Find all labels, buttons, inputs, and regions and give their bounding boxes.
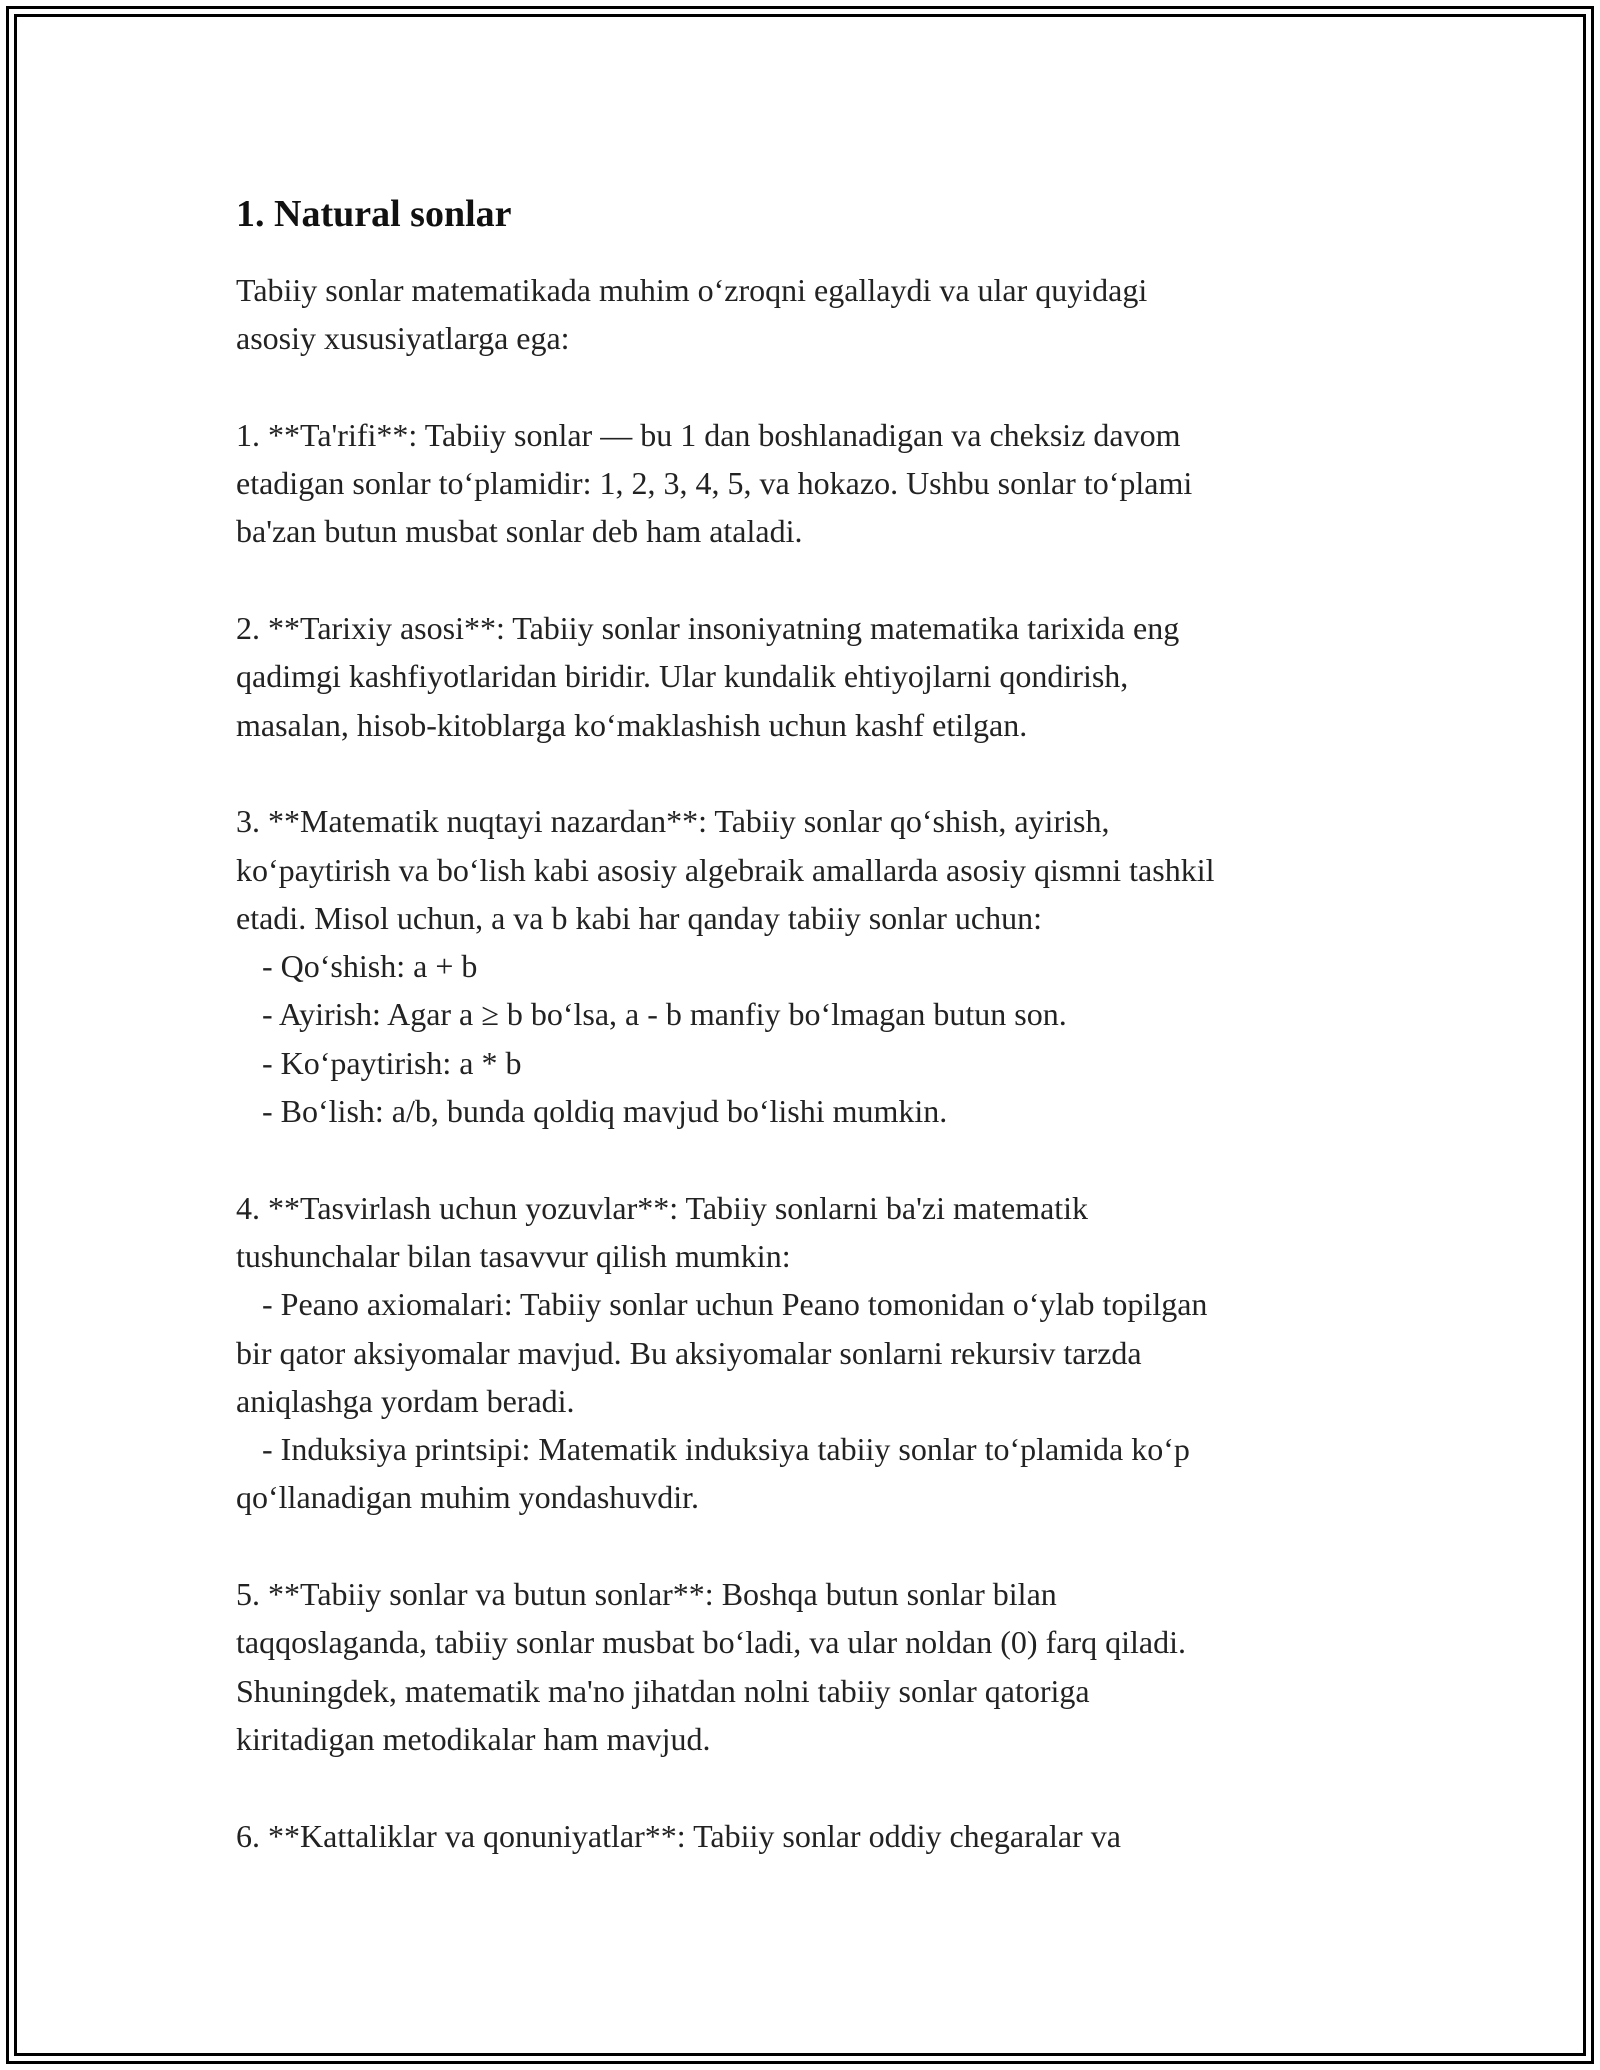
- text-line: kiritadigan metodikalar ham mavjud.: [236, 1720, 711, 1757]
- section-5-integers: [236, 1570, 1386, 1763]
- text-line: 2. **Tarixiy asosi**: Tabiiy sonlar insoniyatning matematika tarixida eng: [236, 610, 1180, 647]
- section-6-quantities: [236, 1812, 1386, 1860]
- text-line: qo‘llanadigan muhim yondashuvdir.: [236, 1479, 700, 1516]
- bullet-item: - Ko‘paytirish: a * b: [262, 1044, 522, 1081]
- text-line: 5. **Tabiiy sonlar va butun sonlar**: Boshqa butun sonlar bilan: [236, 1576, 1057, 1613]
- text-line: asosiy xususiyatlarga ega:: [236, 320, 570, 357]
- intro-paragraph: [236, 266, 1386, 363]
- bullet-item: - Qo‘shish: a + b: [262, 948, 478, 985]
- text-line: ko‘paytirish va bo‘lish kabi asosiy algebraik amallarda asosiy qismni tashkil: [236, 851, 1215, 888]
- section-1-definition: [236, 411, 1386, 556]
- section-2-history: [236, 604, 1386, 749]
- text-line: qadimgi kashfiyotlaridan biridir. Ular kundalik ehtiyojlarni qondirish,: [236, 658, 1129, 695]
- document-title: 1. Natural sonlar: [236, 193, 512, 235]
- section-3-math-view: [236, 797, 1386, 1135]
- text-line: Shuningdek, matematik ma'no jihatdan nolni tabiiy sonlar qatoriga: [236, 1672, 1090, 1709]
- text-line: 6. **Kattaliklar va qonuniyatlar**: Tabiiy sonlar oddiy chegaralar va: [236, 1817, 1121, 1854]
- bullet-item: - Ayirish: Agar a ≥ b bo‘lsa, a - b manfiy bo‘lmagan butun son.: [262, 996, 1067, 1033]
- text-line: bir qator aksiyomalar mavjud. Bu aksiyomalar sonlarni rekursiv tarzda: [236, 1334, 1142, 1371]
- text-line: etadigan sonlar to‘plamidir: 1, 2, 3, 4, 5, va hokazo. Ushbu sonlar to‘plami: [236, 465, 1193, 502]
- bullet-item: - Bo‘lish: a/b, bunda qoldiq mavjud bo‘lishi mumkin.: [262, 1093, 948, 1130]
- text-line: taqqoslaganda, tabiiy sonlar musbat bo‘ladi, va ular noldan (0) farq qiladi.: [236, 1624, 1186, 1661]
- text-line: 3. **Matematik nuqtayi nazardan**: Tabiiy sonlar qo‘shish, ayirish,: [236, 803, 1110, 840]
- bullet-item: - Peano axiomalari: Tabiiy sonlar uchun Peano tomonidan o‘ylab topilgan: [262, 1286, 1208, 1323]
- text-line: masalan, hisob-kitoblarga ko‘maklashish uchun kashf etilgan.: [236, 706, 1028, 743]
- text-line: ba'zan butun musbat sonlar deb ham ataladi.: [236, 513, 803, 550]
- text-line: tushunchalar bilan tasavvur qilish mumkin:: [236, 1237, 791, 1274]
- document-page: [236, 186, 1386, 1908]
- section-4-notation: [236, 1184, 1386, 1522]
- text-line: Tabiiy sonlar matematikada muhim o‘zroqni egallaydi va ular quyidagi: [236, 272, 1148, 308]
- text-line: aniqlashga yordam beradi.: [236, 1382, 575, 1419]
- text-line: 1. **Ta'rifi**: Tabiiy sonlar — bu 1 dan boshlanadigan va cheksiz davom: [236, 416, 1181, 453]
- text-line: etadi. Misol uchun, a va b kabi har qanday tabiiy sonlar uchun:: [236, 899, 1043, 936]
- text-line: 4. **Tasvirlash uchun yozuvlar**: Tabiiy sonlarni ba'zi matematik: [236, 1189, 1089, 1226]
- bullet-item: - Induksiya printsipi: Matematik induksiya tabiiy sonlar to‘plamida ko‘p: [262, 1431, 1190, 1468]
